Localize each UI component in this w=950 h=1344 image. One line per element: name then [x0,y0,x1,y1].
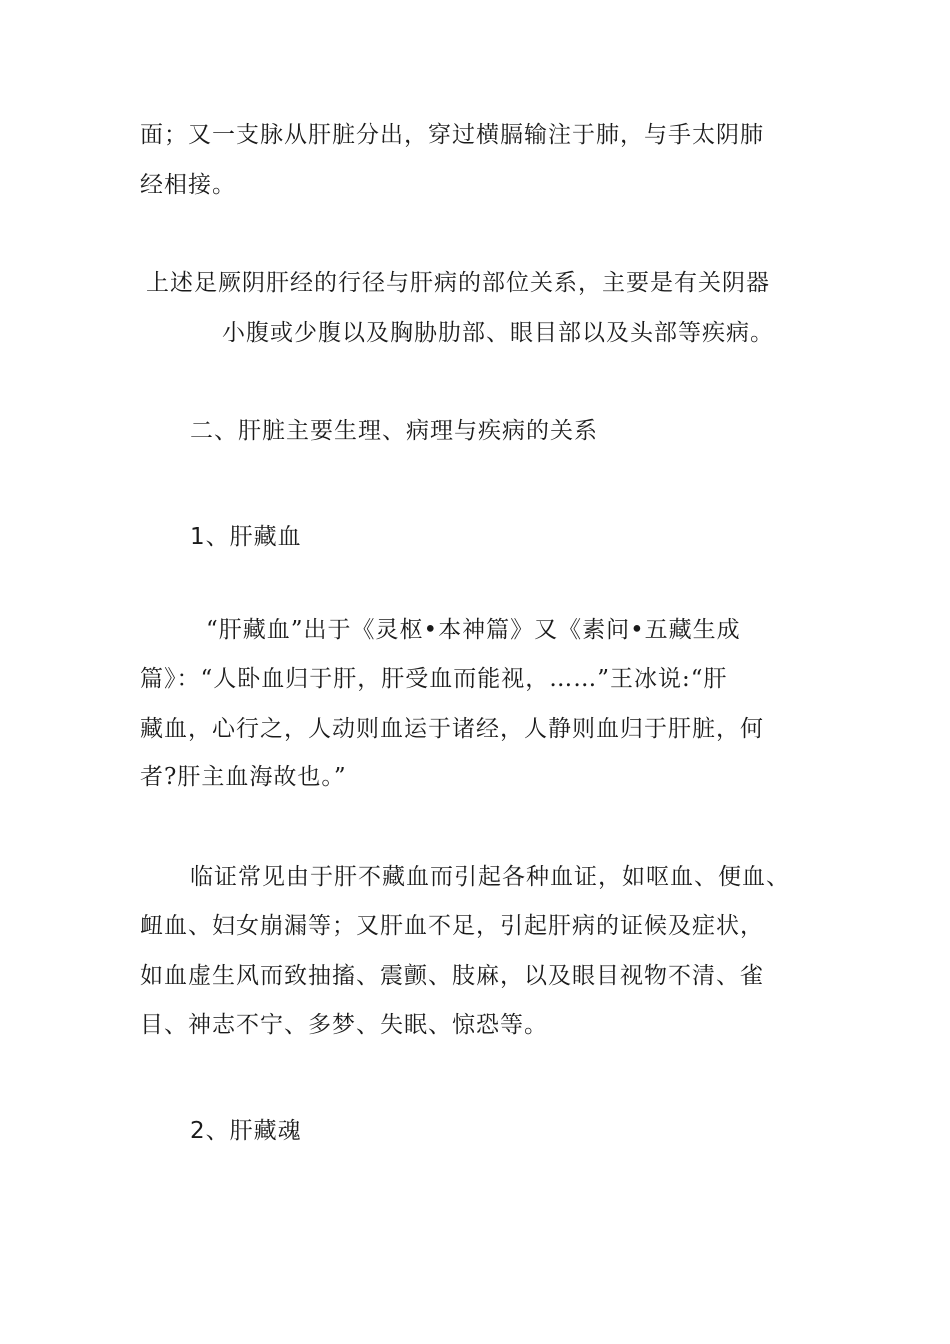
paragraph-text-line: 目、神志不宁、多梦、失眠、惊恐等。 [140,1012,548,1038]
subsection-heading: 1、肝藏血 [190,524,302,550]
subsection-heading: 2、肝藏魂 [190,1118,302,1144]
paragraph-text-line: 藏血，心行之，人动则血运于诸经，人静则血归于肝脏，何 [140,716,764,742]
paragraph-text-line: 篇》：“人卧血归于肝，肝受血而能视，……”王冰说:“肝 [140,666,728,692]
paragraph-text-line: 上述足厥阴肝经的行径与肝病的部位关系，主要是有关阴器 [146,270,770,296]
paragraph-text-line: 如血虚生风而致抽搐、震颤、肢麻，以及眼目视物不清、雀 [140,963,764,989]
section-heading: 二、肝脏主要生理、病理与疾病的关系 [190,418,598,444]
paragraph-text-line: 者?肝主血海故也。” [140,764,347,790]
paragraph-text-line: 面；又一支脉从肝脏分出，穿过横膈输注于肺，与手太阴肺 [140,122,764,148]
paragraph-text-line: 临证常见由于肝不藏血而引起各种血证，如呕血、便血、 [190,864,790,890]
paragraph-text-line: 衄血、妇女崩漏等；又肝血不足，引起肝病的证候及症状， [140,913,764,939]
paragraph-text-line: “肝藏血”出于《灵枢•本神篇》又《素问•五藏生成 [206,617,741,643]
paragraph-text-line: 小腹或少腹以及胸胁肋部、眼目部以及头部等疾病。 [222,320,774,346]
paragraph-text-line: 经相接。 [140,172,236,198]
